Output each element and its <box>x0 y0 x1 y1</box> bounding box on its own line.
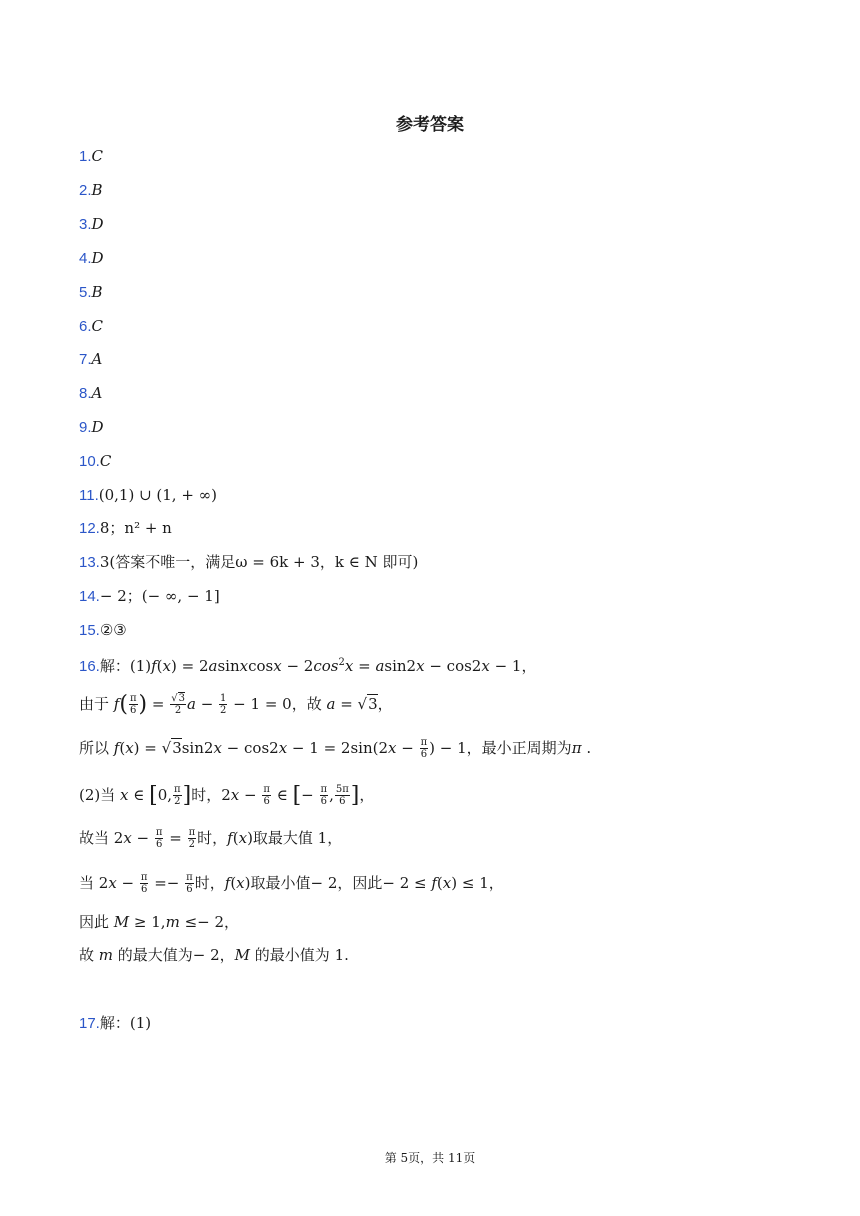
answer-number: 1. <box>79 148 92 165</box>
answer-text: D <box>91 418 104 436</box>
answer-item <box>79 451 111 472</box>
answer-number: 3. <box>79 216 92 233</box>
q17-text: 解：(1) <box>99 1014 152 1032</box>
q17-number: 17. <box>79 1015 100 1032</box>
page-footer: 第 5页，共 11页 <box>384 1151 476 1165</box>
answer-text: B <box>91 283 103 301</box>
answer-number: 4. <box>79 250 92 267</box>
answer-item <box>79 282 103 303</box>
answer-text: D <box>91 215 104 233</box>
q16-line-5: 故当 2x − $\frac{\pi}{6}$ = $\frac{\pi}{2}$ 时，f(x)取最大值 1， <box>79 827 343 850</box>
answer-number: 2. <box>79 182 92 199</box>
answer-text: B <box>91 181 103 199</box>
answer-item <box>79 316 103 337</box>
answer-number: 13. <box>79 554 100 571</box>
q16-line-3: 所以 f(x) = √3sin2x − cos2x − 1 = 2sin(2x − $\frac{\pi}{6}$ ) − 1，最小正周期为π . <box>79 737 592 760</box>
q16-line-2: 由于 f( $\frac{\pi}{6}$ ) = $\frac{√3}{2}$ a − $\frac{1}{2}$ − 1 = 0，故 a = √3， <box>79 691 393 717</box>
answer-text: C <box>91 147 103 165</box>
answer-text: 3(答案不唯一，满足ω = 6k + 3，k ∈ N 即可) <box>99 553 419 571</box>
answer-item <box>79 586 220 607</box>
answer-text: A <box>91 384 103 402</box>
answer-text: 8；n² + n <box>99 519 172 537</box>
q17-line-1 <box>79 1013 151 1034</box>
answer-item <box>79 417 104 438</box>
answer-number: 10. <box>79 453 100 470</box>
answer-number: 6. <box>79 318 92 335</box>
answer-item <box>79 620 127 641</box>
q16-line-4: (2)当 x ∈ [0, $\frac{\pi}{2}$ ]时，2x − $\frac{\pi}{6}$ ∈ [− $\frac{\pi}{6}$ , $\frac{5\pi}{6}$ ]， <box>79 782 375 808</box>
q16-number: 16. <box>79 658 100 675</box>
answer-number: 14. <box>79 588 100 605</box>
answer-item <box>79 180 103 201</box>
q16-line-8: 故 m 的最大值为− 2，M 的最小值为 1. <box>79 946 349 964</box>
answer-item <box>79 349 102 370</box>
answer-number: 7. <box>79 351 92 368</box>
q16-line-1 <box>79 653 536 677</box>
answer-item <box>79 248 104 269</box>
answer-text: C <box>99 452 112 470</box>
answer-item <box>79 146 103 167</box>
answer-text: − 2；(− ∞, − 1] <box>99 587 220 605</box>
answer-item <box>79 485 217 506</box>
answer-item <box>79 214 104 235</box>
answer-number: 15. <box>79 622 100 639</box>
answer-number: 11. <box>79 487 99 504</box>
answer-item <box>79 518 172 539</box>
answer-number: 12. <box>79 520 100 537</box>
answer-text: (0,1) ∪ (1, + ∞) <box>98 486 218 504</box>
answer-number: 9. <box>79 419 92 436</box>
answer-item <box>79 383 102 404</box>
answer-text: ②③ <box>99 621 127 639</box>
page-title: 参考答案 <box>396 115 464 135</box>
answer-text: A <box>91 350 103 368</box>
answer-number: 5. <box>79 284 92 301</box>
q16-line-7: 因此 M ≥ 1,m ≤− 2， <box>79 913 240 931</box>
answer-item <box>79 552 418 573</box>
q16-line-1-text: 解：(1)f(x) = 2asinxcosx − $2\cos^2x = asin2x - \cos 2x - 1$， <box>99 657 537 675</box>
answer-text: D <box>91 249 104 267</box>
answer-text: C <box>91 317 103 335</box>
answer-number: 8. <box>79 385 92 402</box>
q16-line-6: 当 2x − $\frac{\pi}{6}$ =− $\frac{\pi}{6}$ 时，f(x)取最小值− 2，因此− 2 ≤ f(x) ≤ 1， <box>79 872 504 895</box>
